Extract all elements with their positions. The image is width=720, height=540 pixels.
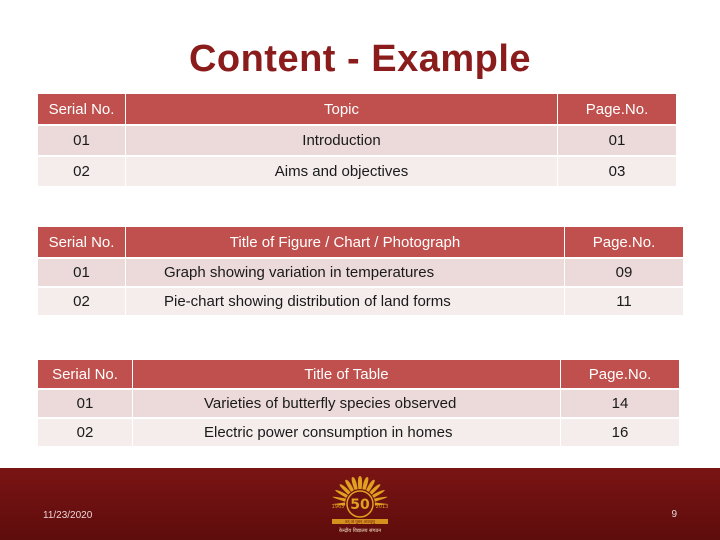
page-title: Content - Example xyxy=(188,38,532,80)
page-cell: 16 xyxy=(561,419,679,446)
figure-title-cell: Pie-chart showing distribution of land forms xyxy=(126,288,564,315)
emblem-ray xyxy=(374,497,388,502)
figure-title-cell: Graph showing variation in temperatures xyxy=(126,259,564,286)
table-header-row xyxy=(38,227,683,257)
table-row xyxy=(38,126,676,155)
header-table-title: Title of Table xyxy=(133,360,560,388)
contents-table xyxy=(38,94,676,186)
serial-cell: 01 xyxy=(38,126,125,155)
footer-date: 11/23/2020 xyxy=(43,510,93,521)
emblem-ray xyxy=(332,497,346,502)
table-header-row xyxy=(38,360,679,388)
logo-tagline: तत् त्वं पूषन् अपावृणु xyxy=(345,519,375,524)
footer-bar xyxy=(0,468,720,540)
emblem-ray xyxy=(358,476,362,489)
topic-cell: Introduction xyxy=(126,126,557,155)
page-cell: 03 xyxy=(558,157,676,186)
table-row xyxy=(38,259,683,286)
table-row xyxy=(38,390,679,417)
table-row xyxy=(38,288,683,315)
serial-cell: 01 xyxy=(38,390,132,417)
page-cell: 11 xyxy=(565,288,683,315)
page-cell: 01 xyxy=(558,126,676,155)
header-serial-no: Serial No. xyxy=(38,360,132,388)
serial-cell: 02 xyxy=(38,157,125,186)
serial-cell: 01 xyxy=(38,259,125,286)
page-cell: 14 xyxy=(561,390,679,417)
footer-page-number: 9 xyxy=(671,509,677,520)
page-cell: 09 xyxy=(565,259,683,286)
table-title-cell: Electric power consumption in homes xyxy=(133,419,560,446)
header-page-no: Page.No. xyxy=(561,360,679,388)
serial-cell: 02 xyxy=(38,419,132,446)
header-serial-no: Serial No. xyxy=(38,94,125,124)
table-header-row xyxy=(38,94,676,124)
logo-year-right: 2013 xyxy=(375,504,389,510)
logo-org-name: केन्द्रीय विद्यालय संगठन xyxy=(338,528,382,534)
logo-year-left: 1963 xyxy=(331,504,345,510)
header-figure-title: Title of Figure / Chart / Photograph xyxy=(126,227,564,257)
serial-cell: 02 xyxy=(38,288,125,315)
kvs-50-years-emblem-icon xyxy=(318,472,402,536)
table-row xyxy=(38,157,676,186)
header-page-no: Page.No. xyxy=(558,94,676,124)
header-serial-no: Serial No. xyxy=(38,227,125,257)
tables-table xyxy=(38,360,679,446)
logo-number: 50 xyxy=(350,497,370,513)
figures-table xyxy=(38,227,683,315)
header-page-no: Page.No. xyxy=(565,227,683,257)
topic-cell: Aims and objectives xyxy=(126,157,557,186)
table-row xyxy=(38,419,679,446)
header-topic: Topic xyxy=(126,94,557,124)
table-title-cell: Varieties of butterfly species observed xyxy=(133,390,560,417)
